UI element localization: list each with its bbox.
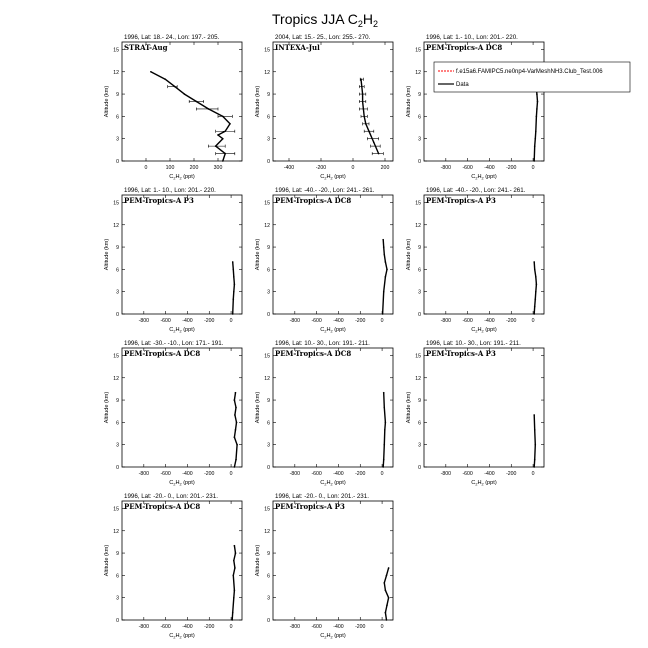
x-tick-label: 0 — [144, 165, 148, 171]
x-tick-label: -200 — [506, 165, 517, 171]
data-point — [208, 108, 210, 110]
x-tick-label: -600 — [462, 165, 473, 171]
y-axis-label: Altitude (km) — [255, 238, 261, 271]
campaign-label: PEM-Tropics-A P3 — [426, 349, 496, 358]
x-tick-label: 0 — [229, 624, 233, 630]
y-tick-label: 3 — [267, 136, 270, 143]
y-tick-label: 15 — [113, 200, 119, 207]
figure-title: Tropics JJA $C_2H_2$ — [272, 11, 378, 29]
data-point — [234, 283, 236, 285]
data-point — [196, 101, 198, 103]
plot-frame — [424, 195, 544, 314]
y-tick-label: 9 — [418, 245, 421, 252]
y-tick-label: 9 — [116, 245, 119, 252]
x-tick-label: 0 — [380, 318, 384, 324]
data-point — [534, 306, 536, 308]
x-tick-label: -200 — [355, 471, 366, 477]
x-tick-label: -400 — [333, 318, 344, 324]
campaign-label: PEM-Tropics-A DC8 — [275, 196, 352, 205]
data-point — [385, 422, 387, 424]
y-tick-label: 6 — [418, 267, 421, 274]
data-point — [388, 597, 390, 599]
data-point — [234, 466, 236, 468]
panel-2 — [255, 34, 393, 181]
y-tick-label: 15 — [113, 506, 119, 513]
x-axis-label: $C_2H_2$ (ppt) — [169, 633, 195, 640]
x-tick-label: -400 — [484, 165, 495, 171]
data-point — [535, 291, 537, 293]
y-tick-label: 12 — [264, 375, 270, 382]
y-tick-label: 6 — [116, 267, 119, 274]
data-point — [217, 134, 219, 136]
data-point — [383, 291, 385, 293]
panel-6 — [406, 187, 544, 334]
data-point — [362, 93, 364, 95]
y-tick-label: 6 — [116, 573, 119, 580]
plot-frame — [122, 501, 242, 620]
y-tick-label: 9 — [267, 92, 270, 99]
data-point — [383, 459, 385, 461]
panel-header: 1996, Lat: 1.- 10., Lon: 201.- 220. — [124, 187, 216, 194]
data-point — [533, 414, 535, 416]
x-tick-label: -200 — [355, 624, 366, 630]
x-tick-label: -600 — [462, 318, 473, 324]
x-tick-label: 0 — [531, 165, 535, 171]
campaign-label: STRAT-Aug — [124, 43, 168, 52]
y-tick-label: 12 — [113, 222, 119, 229]
data-point — [233, 291, 235, 293]
data-point — [382, 239, 384, 241]
data-point — [378, 153, 380, 155]
y-tick-label: 15 — [113, 47, 119, 54]
x-axis-label: $C_2H_2$ (ppt) — [169, 327, 195, 334]
data-point — [150, 71, 152, 73]
legend — [434, 62, 630, 92]
panel-1 — [104, 34, 242, 181]
x-tick-label: -800 — [138, 471, 150, 477]
y-tick-label: 9 — [267, 245, 270, 252]
x-tick-label: -400 — [182, 624, 193, 630]
panel-header: 1996, Lat: 18.- 24., Lon: 197.- 205. — [124, 34, 220, 41]
data-point — [231, 619, 233, 621]
y-axis-label: Altitude (km) — [104, 85, 110, 118]
x-tick-label: -600 — [311, 624, 322, 630]
y-tick-label: 9 — [116, 92, 119, 99]
x-tick-label: 0 — [531, 318, 535, 324]
panel-header: 1996, Lat: 10.- 30., Lon: 191.- 211. — [426, 340, 521, 347]
campaign-label: PEM-Tropics-A P3 — [426, 196, 496, 205]
y-tick-label: 3 — [418, 289, 421, 296]
y-tick-label: 9 — [116, 551, 119, 558]
data-point — [236, 444, 238, 446]
plot-frame — [122, 42, 242, 161]
y-tick-label: 15 — [264, 353, 270, 360]
y-tick-label: 6 — [267, 267, 270, 274]
data-point — [232, 269, 234, 271]
x-tick-label: -400 — [182, 471, 193, 477]
panel-header: 1996, Lat: -40.- -20., Lon: 241.- 261. — [426, 187, 526, 194]
data-point — [373, 142, 375, 144]
data-point — [234, 545, 236, 547]
data-point — [386, 269, 388, 271]
x-tick-label: -800 — [289, 318, 301, 324]
y-tick-label: 15 — [264, 200, 270, 207]
y-tick-label: 12 — [113, 375, 119, 382]
y-tick-label: 15 — [264, 506, 270, 513]
plot-frame — [273, 195, 393, 314]
x-tick-label: 300 — [213, 165, 223, 171]
panel-grid — [104, 34, 630, 640]
panel-header: 1996, Lat: -40.- -20., Lon: 241.- 261. — [275, 187, 375, 194]
data-point — [537, 101, 539, 103]
y-tick-label: 12 — [264, 528, 270, 535]
data-point — [234, 414, 236, 416]
data-point — [385, 261, 387, 263]
campaign-label: PEM-Tropics-A DC8 — [124, 502, 201, 511]
x-tick-label: -800 — [289, 471, 301, 477]
x-tick-label: -400 — [484, 318, 495, 324]
data-point — [536, 93, 538, 95]
x-tick-label: 0 — [531, 471, 535, 477]
y-axis-label: Altitude (km) — [406, 85, 412, 118]
y-tick-label: 0 — [116, 465, 119, 471]
y-axis-label: Altitude (km) — [104, 391, 110, 424]
plot-frame — [273, 42, 393, 161]
x-axis-label: $C_2H_2$ (ppt) — [471, 480, 497, 487]
data-point — [361, 86, 363, 88]
data-point — [224, 153, 226, 155]
panel-header: 1996, Lat: -20.- 0., Lon: 201.- 231. — [275, 493, 369, 500]
data-point — [384, 429, 386, 431]
y-tick-label: 12 — [415, 222, 421, 229]
legend-data-label: Data — [456, 82, 469, 88]
plot-frame — [424, 348, 544, 467]
y-tick-label: 15 — [415, 47, 421, 54]
x-tick-label: 0 — [351, 165, 355, 171]
data-point — [232, 575, 234, 577]
y-tick-label: 6 — [267, 573, 270, 580]
campaign-label: PEM-Tropics-A DC8 — [124, 349, 201, 358]
x-tick-label: -200 — [204, 624, 215, 630]
y-tick-label: 15 — [264, 47, 270, 54]
data-line — [534, 87, 537, 161]
x-tick-label: -200 — [506, 318, 517, 324]
y-tick-label: 0 — [116, 312, 119, 318]
y-tick-label: 0 — [116, 618, 119, 624]
x-tick-label: 200 — [189, 165, 199, 171]
y-tick-label: 6 — [267, 114, 270, 121]
y-tick-label: 3 — [116, 289, 119, 296]
data-point — [233, 276, 235, 278]
data-point — [382, 313, 384, 315]
data-point — [235, 459, 237, 461]
panel-header: 1996, Lat: 1.- 10., Lon: 201.- 220. — [426, 34, 518, 41]
x-tick-label: 0 — [380, 624, 384, 630]
data-point — [215, 145, 217, 147]
y-tick-label: 6 — [267, 420, 270, 427]
y-tick-label: 9 — [418, 92, 421, 99]
data-point — [382, 466, 384, 468]
y-tick-label: 15 — [415, 200, 421, 207]
data-point — [388, 567, 390, 569]
y-tick-label: 3 — [267, 442, 270, 449]
x-tick-label: -800 — [440, 471, 452, 477]
data-point — [534, 145, 536, 147]
data-point — [229, 123, 231, 125]
data-point — [235, 552, 237, 554]
data-point — [386, 604, 388, 606]
y-tick-label: 6 — [418, 420, 421, 427]
y-axis-label: Altitude (km) — [255, 391, 261, 424]
y-tick-label: 12 — [415, 375, 421, 382]
x-tick-label: -800 — [138, 624, 150, 630]
data-point — [234, 589, 236, 591]
x-tick-label: -600 — [311, 471, 322, 477]
x-tick-label: 0 — [380, 471, 384, 477]
data-point — [533, 466, 535, 468]
x-tick-label: -400 — [182, 318, 193, 324]
plot-frame — [273, 501, 393, 620]
data-point — [233, 560, 235, 562]
y-tick-label: 12 — [264, 222, 270, 229]
y-tick-label: 0 — [267, 159, 270, 165]
data-point — [383, 444, 385, 446]
campaign-label: PEM-Tropics-A P3 — [124, 196, 194, 205]
x-tick-label: -200 — [355, 318, 366, 324]
data-point — [385, 276, 387, 278]
x-tick-label: -200 — [204, 471, 215, 477]
data-point — [164, 78, 166, 80]
campaign-label: PEM-Tropics-A DC8 — [275, 349, 352, 358]
panel-11 — [255, 493, 393, 640]
y-axis-label: Altitude (km) — [104, 238, 110, 271]
plot-frame — [122, 348, 242, 467]
data-point — [383, 392, 385, 394]
data-point — [232, 313, 234, 315]
data-point — [235, 429, 237, 431]
y-axis-label: Altitude (km) — [406, 238, 412, 271]
data-point — [533, 160, 535, 162]
y-tick-label: 12 — [113, 528, 119, 535]
y-tick-label: 0 — [116, 159, 119, 165]
x-tick-label: -800 — [440, 318, 452, 324]
x-tick-label: 0 — [229, 471, 233, 477]
y-tick-label: 3 — [116, 595, 119, 602]
data-point — [365, 123, 367, 125]
y-tick-label: 3 — [116, 136, 119, 143]
x-tick-label: -600 — [160, 624, 171, 630]
data-point — [233, 597, 235, 599]
y-tick-label: 0 — [418, 312, 421, 318]
data-point — [534, 269, 536, 271]
data-point — [386, 575, 388, 577]
x-tick-label: 0 — [229, 318, 233, 324]
data-point — [360, 78, 362, 80]
data-point — [232, 612, 234, 614]
data-point — [533, 261, 535, 263]
x-axis-label: $C_2H_2$ (ppt) — [169, 174, 195, 181]
y-tick-label: 15 — [113, 353, 119, 360]
y-tick-label: 6 — [116, 420, 119, 427]
data-point — [534, 298, 536, 300]
y-axis-label: Altitude (km) — [255, 544, 261, 577]
y-tick-label: 12 — [415, 69, 421, 76]
panel-10 — [104, 493, 242, 640]
panel-3 — [406, 34, 630, 181]
data-point — [362, 101, 364, 103]
y-axis-label: Altitude (km) — [104, 544, 110, 577]
data-point — [383, 254, 385, 256]
x-tick-label: 200 — [380, 165, 390, 171]
x-tick-label: -800 — [440, 165, 452, 171]
y-tick-label: 3 — [418, 136, 421, 143]
data-point — [234, 399, 236, 401]
y-tick-label: 3 — [267, 595, 270, 602]
y-tick-label: 6 — [116, 114, 119, 121]
x-tick-label: -400 — [333, 471, 344, 477]
x-axis-label: $C_2H_2$ (ppt) — [320, 174, 346, 181]
data-point — [174, 86, 176, 88]
x-tick-label: -200 — [506, 471, 517, 477]
y-tick-label: 0 — [267, 465, 270, 471]
y-tick-label: 0 — [418, 465, 421, 471]
panel-header: 1996, Lat: 10.- 30., Lon: 191.- 211. — [275, 340, 370, 347]
campaign-label: PEM-Tropics-A DC8 — [426, 43, 503, 52]
data-point — [234, 436, 236, 438]
y-tick-label: 12 — [264, 69, 270, 76]
data-point — [222, 116, 224, 118]
x-tick-label: -600 — [160, 471, 171, 477]
data-point — [234, 567, 236, 569]
x-tick-label: -200 — [204, 318, 215, 324]
data-point — [534, 444, 536, 446]
x-axis-label: $C_2H_2$ (ppt) — [169, 480, 195, 487]
x-tick-label: -800 — [289, 624, 301, 630]
x-tick-label: 100 — [165, 165, 175, 171]
data-point — [534, 429, 536, 431]
y-tick-label: 9 — [267, 551, 270, 558]
plot-frame — [424, 42, 544, 161]
data-point — [536, 283, 538, 285]
plot-frame — [122, 195, 242, 314]
data-point — [232, 298, 234, 300]
data-point — [383, 246, 385, 248]
x-tick-label: -400 — [333, 624, 344, 630]
data-point — [536, 116, 538, 118]
panel-5 — [255, 187, 393, 334]
data-point — [363, 108, 365, 110]
x-tick-label: -400 — [283, 165, 295, 171]
data-point — [535, 276, 537, 278]
panel-header: 1996, Lat: -30.- -10., Lon: 171.- 191. — [124, 340, 224, 347]
panel-4 — [104, 187, 242, 334]
x-tick-label: -800 — [138, 318, 150, 324]
y-tick-label: 15 — [415, 353, 421, 360]
data-point — [222, 138, 224, 140]
x-axis-label: $C_2H_2$ (ppt) — [320, 633, 346, 640]
data-point — [184, 93, 186, 95]
panel-7 — [104, 340, 242, 487]
plot-frame — [273, 348, 393, 467]
data-point — [534, 138, 536, 140]
campaign-label: PEM-Tropics-A P3 — [275, 502, 345, 511]
y-tick-label: 12 — [113, 69, 119, 76]
data-point — [536, 108, 538, 110]
x-axis-label: $C_2H_2$ (ppt) — [471, 174, 497, 181]
data-point — [385, 612, 387, 614]
x-tick-label: -400 — [484, 471, 495, 477]
y-axis-label: Altitude (km) — [255, 85, 261, 118]
data-point — [383, 582, 385, 584]
y-tick-label: 0 — [267, 312, 270, 318]
data-point — [385, 589, 387, 591]
x-tick-label: -200 — [315, 165, 327, 171]
x-axis-label: $C_2H_2$ (ppt) — [471, 327, 497, 334]
data-point — [535, 130, 537, 132]
campaign-label: INTEXA-Jul — [275, 43, 320, 52]
panel-header: 1996, Lat: -20.- 0., Lon: 201.- 231. — [124, 493, 218, 500]
legend-model-label: f.e15a6.FAMIPC5.ne0np4-VarMeshNH3.Club_Test.006 — [456, 69, 603, 75]
data-point — [222, 160, 224, 162]
x-tick-label: -600 — [160, 318, 171, 324]
data-point — [235, 407, 237, 409]
y-tick-label: 3 — [116, 442, 119, 449]
y-tick-label: 0 — [418, 159, 421, 165]
y-axis-label: Altitude (km) — [406, 391, 412, 424]
y-tick-label: 3 — [267, 289, 270, 296]
data-point — [235, 392, 237, 394]
x-axis-label: $C_2H_2$ (ppt) — [320, 480, 346, 487]
data-point — [534, 459, 536, 461]
y-tick-label: 9 — [116, 398, 119, 405]
y-tick-label: 9 — [418, 398, 421, 405]
x-tick-label: -600 — [311, 318, 322, 324]
y-tick-label: 3 — [418, 442, 421, 449]
data-point — [363, 116, 365, 118]
data-point — [236, 422, 238, 424]
data-line — [232, 546, 235, 620]
data-point — [368, 130, 370, 132]
data-point — [533, 313, 535, 315]
y-tick-label: 6 — [418, 114, 421, 121]
x-tick-label: -600 — [462, 471, 473, 477]
y-tick-label: 9 — [267, 398, 270, 405]
data-point — [224, 130, 226, 132]
panel-9 — [406, 340, 544, 487]
x-axis-label: $C_2H_2$ (ppt) — [320, 327, 346, 334]
data-point — [383, 407, 385, 409]
data-point — [232, 261, 234, 263]
data-point — [386, 619, 388, 621]
panel-header: 2004, Lat: 15.- 25., Lon: 255.- 270. — [275, 34, 371, 41]
panel-8 — [255, 340, 393, 487]
y-tick-label: 0 — [267, 618, 270, 624]
